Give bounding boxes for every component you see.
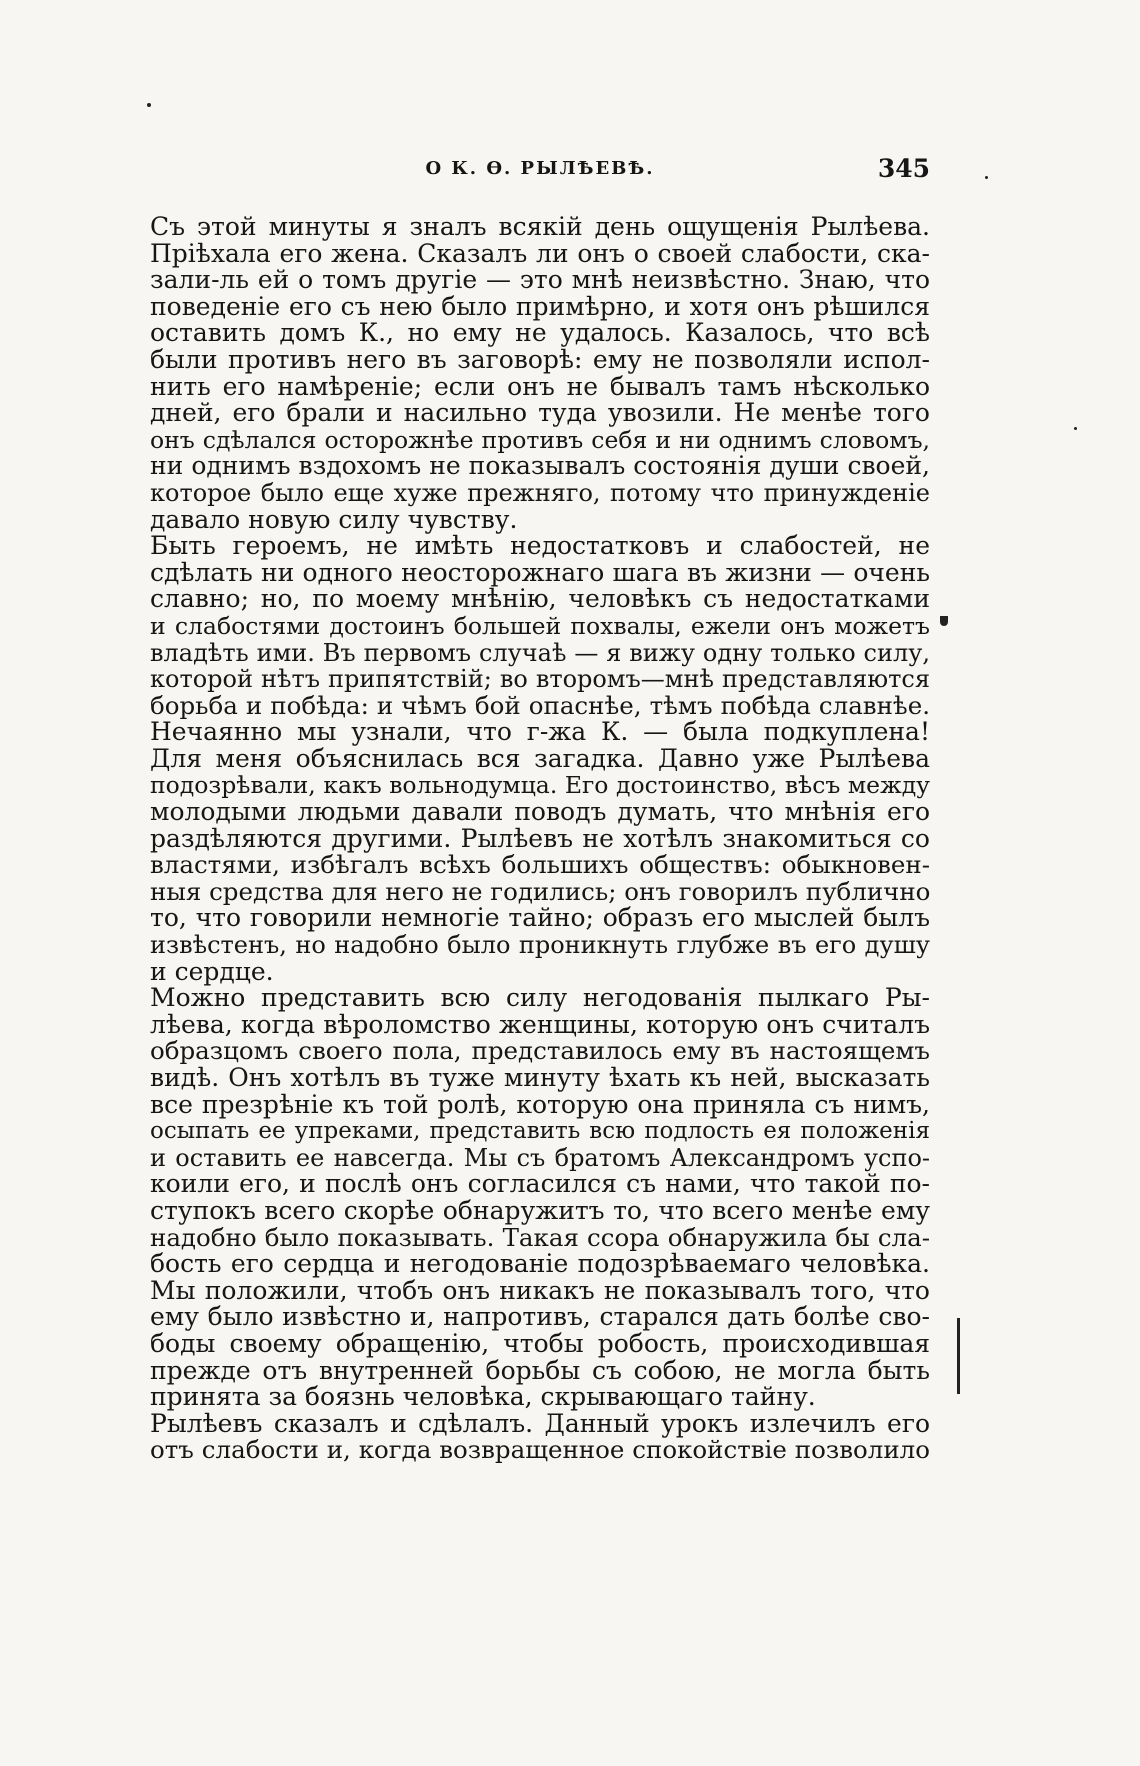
page-number: 345 [877,154,930,183]
text-line: ступокъ всего скорѣе обнаружитъ то, что всего менѣе ему [150,1195,930,1225]
text-line: Съ этой минуты я зналъ всякій день ощущенія Рылѣева. [150,212,930,241]
print-speck [147,103,151,107]
text-line: сдѣлать ни одного неосторожнаго шага въ жизни — очень [150,557,930,587]
text-line: Можно представить всю силу негодованія пылкаго Ры- [150,983,930,1013]
text-line: осыпать ее упреками, представить всю подлость ея положенія [150,1118,930,1145]
text-line: ему было извѣстно и, напротивъ, старался дать болѣе сво- [150,1302,930,1332]
body-text [150,214,930,1464]
text-line: которой нѣтъ припятствій; во второмъ—мнѣ представляются [150,665,930,694]
text-line: Нечаянно мы узнали, что г-жа К. — была подкуплена! [150,717,930,747]
text-line: и оставить ее навсегда. Мы съ братомъ Александромъ успо- [150,1143,930,1172]
text-line: видѣ. Онъ хотѣлъ въ туже минуту ѣхать къ ней, высказать [150,1063,930,1092]
text-line: раздѣляются другими. Рылѣевъ не хотѣлъ знакомиться со [150,823,930,853]
text-line: молодыми людьми давали поводъ думать, что мнѣнія его [150,797,930,827]
text-line: и сердце. [150,956,274,986]
text-line: принята за боязнь человѣка, скрывающаго тайну. [150,1382,816,1412]
text-line: Для меня объяснилась вся загадка. Давно уже Рылѣева [150,743,930,773]
print-speck [1074,427,1077,430]
text-line: Быть героемъ, не имѣть недостатковъ и слабостей, не [150,531,930,561]
text-line: образцомъ своего пола, представилось ему въ настоящемъ [150,1036,930,1066]
text-line: извѣстенъ, но надобно было проникнуть глубже въ его душу [150,931,930,960]
text-line: то, что говорили немногіе тайно; образъ его мыслей былъ [150,903,930,933]
text-line: борьба и побѣда: и чѣмъ бой опаснѣе, тѣмъ побѣда славнѣе. [150,690,930,720]
text-line: ныя средства для него не годились; онъ говорилъ публично [150,876,931,906]
text-line: дней, его брали и насильно туда увозили. Не менѣе того [150,398,930,428]
text-line: ни однимъ вздохомъ не показывалъ состоянія души своей, [150,451,930,481]
text-line: нить его намѣреніе; если онъ не бывалъ тамъ нѣсколько [150,371,930,401]
text-line: оставить домъ К., но ему не удалось. Казалось, что всѣ [150,318,930,348]
text-line: Рылѣевъ сказалъ и сдѣлалъ. Данный урокъ излечилъ его [150,1408,930,1438]
text-line: давало новую силу чувству. [150,504,518,534]
print-speck [985,176,988,179]
text-line: лѣева, когда вѣроломство женщины, которую онъ считалъ [150,1009,930,1039]
margin-mark [940,616,948,626]
text-line: зали-ль ей о томъ другіе — это мнѣ неизвѣстно. Знаю, что [150,265,930,295]
text-line: боды своему обращенію, чтобы робость, происходившая [150,1328,930,1358]
text-line: поведеніе его съ нею было примѣрно, и хотя онъ рѣшился [150,291,930,321]
text-line: надобно было показывать. Такая ссора обнаружила бы сла- [150,1222,930,1252]
text-line: онъ сдѣлался осторожнѣе противъ себя и ни однимъ словомъ, [150,425,930,454]
text-line: владѣть ими. Въ первомъ случаѣ — я вижу одну только силу, [150,638,930,667]
text-line: которое было еще хуже прежняго, потому что принужденіе [150,478,930,507]
running-title: О К. Ѳ. РЫЛѢЕВѢ. [425,158,655,179]
text-line: были противъ него въ заговорѣ: ему не позволяли испол- [150,344,930,374]
text-line: все презрѣніе къ той ролѣ, которую она приняла съ нимъ, [150,1089,930,1119]
text-line: коили его, и послѣ онъ согласился съ нами, что такой по- [150,1169,930,1199]
text-line: прежде отъ внутренней борьбы съ собою, не могла быть [150,1355,930,1385]
text-line: Мы положили, чтобъ онъ никакъ не показывалъ того, что [150,1275,930,1305]
text-line: Пріѣхала его жена. Сказалъ ли онъ о своей слабости, ска- [150,238,930,268]
running-header [150,154,930,198]
text-line: бость его сердца и негодованіе подозрѣваемаго человѣка. [150,1249,930,1279]
margin-bar [957,1318,960,1394]
text-line: славно; но, по моему мнѣнію, человѣкъ съ недостатками [150,584,930,614]
text-line: властями, избѣгалъ всѣхъ большихъ обществъ: обыкновен- [150,850,930,880]
text-line: и слабостями достоинъ большей похвалы, ежели онъ можетъ [150,611,930,640]
text-line: подозрѣвали, какъ вольнодумца. Его достоинство, вѣсъ между [150,771,930,800]
text-line: отъ слабости и, когда возвращенное спокойствіе позволило [150,1435,930,1465]
